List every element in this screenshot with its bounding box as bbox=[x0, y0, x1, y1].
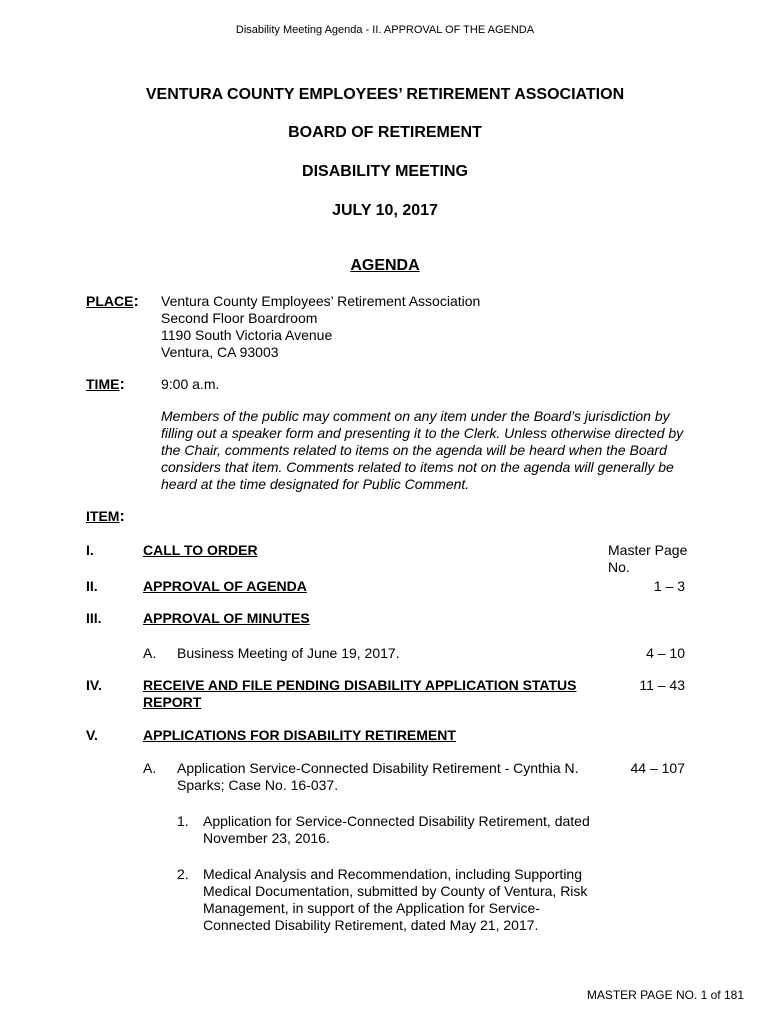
board-title: BOARD OF RETIREMENT bbox=[288, 124, 482, 141]
item-i-title: CALL TO ORDER bbox=[143, 542, 258, 558]
public-comment-notice: Members of the public may comment on any item under the Board’s jurisdiction by filling out a speaker form and presenting it to the Clerk. Unless otherwise directed by the Chair, comments related to items on the agenda will be heard when the Board considers that item. Comments related to items not on the agenda will generally be heard at the time designated for Public Comment. bbox=[161, 408, 684, 492]
item-v-a-1-text: Application for Service-Connected Disability Retirement, dated November 23, 2016. bbox=[203, 813, 590, 846]
page-footer: MASTER PAGE NO. 1 of 181 bbox=[586, 988, 744, 1002]
place-label: PLACE: bbox=[86, 293, 139, 310]
item-v-title: APPLICATIONS FOR DISABILITY RETIREMENT bbox=[143, 727, 456, 743]
place-address: Ventura County Employees’ Retirement Association Second Floor Boardroom 1190 South Victoria Avenue Ventura, CA 93003 bbox=[161, 293, 481, 360]
org-title: VENTURA COUNTY EMPLOYEES’ RETIREMENT ASSOCIATION bbox=[145, 86, 625, 103]
time-label: TIME: bbox=[86, 376, 125, 393]
item-v-number: V. bbox=[86, 727, 98, 743]
item-v-a-2-text: Medical Analysis and Recommendation, including Supporting Medical Documentation, submitted by County of Ventura, Risk Management, in support of the Application for Service- Connected Disability Retirement, dated May 21, 2017. bbox=[203, 866, 588, 933]
time-value: 9:00 a.m. bbox=[161, 376, 220, 392]
item-iii-a-pages: 4 – 10 bbox=[646, 645, 685, 661]
item-iii-a-letter: A. bbox=[143, 645, 157, 661]
item-iv-number: IV. bbox=[86, 677, 102, 693]
item-iii-number: III. bbox=[86, 610, 102, 626]
item-iv-pages: 11 – 43 bbox=[639, 677, 685, 693]
item-v-a-1-number: 1. bbox=[177, 813, 189, 829]
agenda-heading: AGENDA bbox=[350, 257, 420, 274]
item-iii-title: APPROVAL OF MINUTES bbox=[143, 610, 310, 626]
item-iv-title: RECEIVE AND FILE PENDING DISABILITY APPLICATION STATUS REPORT bbox=[143, 677, 577, 710]
item-v-a-text: Application Service-Connected Disability Retirement - Cynthia N. Sparks; Case No. 16-037. bbox=[177, 760, 579, 793]
master-page-header: Master Page No. bbox=[608, 542, 688, 575]
meeting-title: DISABILITY MEETING bbox=[302, 163, 468, 180]
item-v-a-2-number: 2. bbox=[177, 866, 189, 882]
item-ii-number: II. bbox=[86, 578, 98, 594]
item-ii-pages: 1 – 3 bbox=[653, 578, 685, 594]
running-header: Disability Meeting Agenda - II. APPROVAL OF THE AGENDA bbox=[235, 24, 535, 36]
item-ii-title: APPROVAL OF AGENDA bbox=[143, 578, 307, 594]
date-title: JULY 10, 2017 bbox=[332, 202, 438, 219]
item-label: ITEM: bbox=[86, 508, 125, 525]
item-iii-a-text: Business Meeting of June 19, 2017. bbox=[177, 645, 400, 661]
item-v-a-letter: A. bbox=[143, 760, 157, 776]
item-i-number: I. bbox=[86, 542, 94, 558]
item-v-a-pages: 44 – 107 bbox=[630, 760, 685, 776]
